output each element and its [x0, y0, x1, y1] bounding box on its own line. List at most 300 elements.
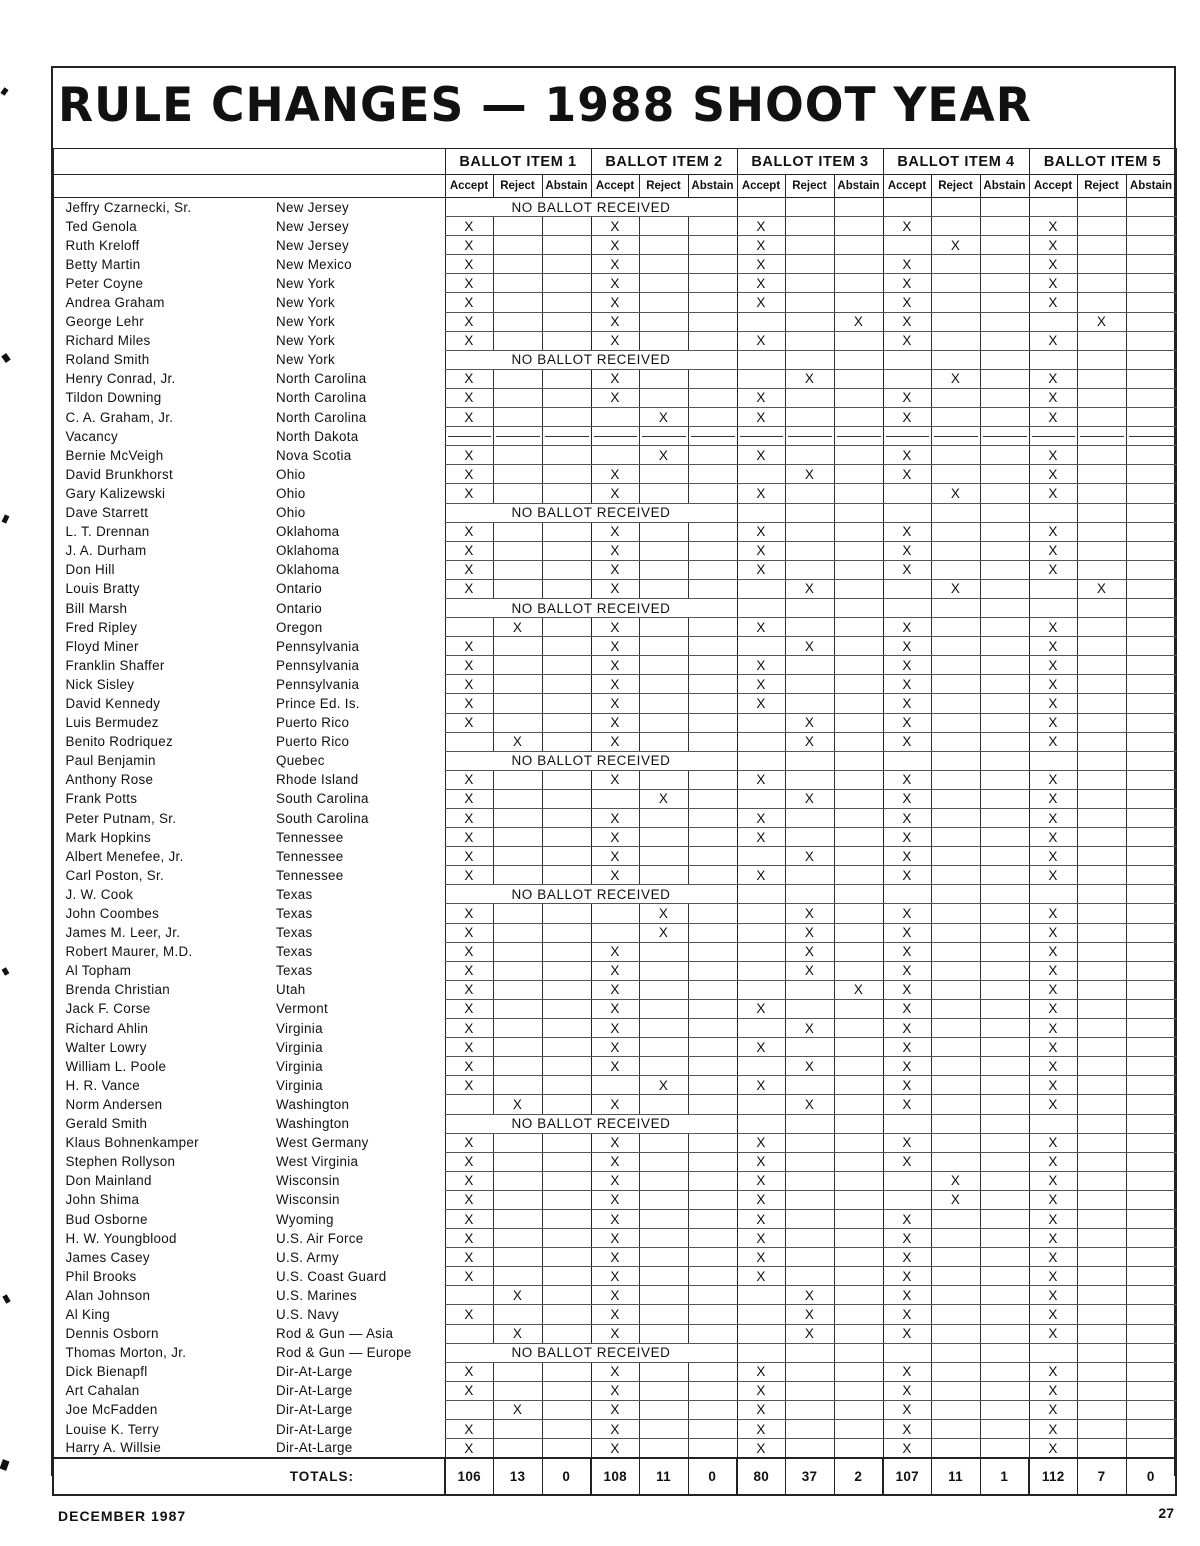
- vote-cell: [931, 694, 980, 713]
- vote-cell: [1077, 1286, 1126, 1305]
- vote-mark: X: [1029, 1400, 1077, 1419]
- vote-cell: [445, 1095, 493, 1114]
- vote-mark: X: [1029, 1190, 1077, 1209]
- vote-cell: [1126, 1343, 1176, 1362]
- vote-cell: [785, 1114, 834, 1133]
- table-row: [53, 885, 1176, 904]
- vote-mark: X: [445, 675, 493, 694]
- vote-cell: [1077, 1076, 1126, 1095]
- vote-cell: [1126, 637, 1176, 656]
- vote-mark: X: [883, 961, 931, 980]
- vote-cell: [1126, 522, 1176, 541]
- vote-mark: X: [493, 1095, 542, 1114]
- vote-cell: [980, 293, 1029, 312]
- vote-cell: [542, 1171, 591, 1190]
- vote-cell: [1077, 1133, 1126, 1152]
- vote-cell: [542, 675, 591, 694]
- vote-cell: [1077, 427, 1126, 446]
- vote-cell: [542, 999, 591, 1018]
- vote-cell: [931, 1381, 980, 1400]
- vote-type-header: Abstain: [542, 175, 591, 198]
- vote-cell: [688, 1095, 737, 1114]
- vote-mark: X: [883, 1381, 931, 1400]
- table-row: [53, 388, 1176, 407]
- vote-mark: X: [445, 541, 493, 560]
- vote-cell: [639, 217, 688, 236]
- vote-cell: [931, 1019, 980, 1038]
- vote-cell: [1126, 942, 1176, 961]
- table-row: [53, 598, 1176, 617]
- vote-cell: [542, 770, 591, 789]
- vote-cell: [542, 1152, 591, 1171]
- vote-cell: [834, 847, 883, 866]
- table-row: [53, 866, 1176, 885]
- vote-cell: [1126, 1038, 1176, 1057]
- vote-cell: [1126, 1324, 1176, 1343]
- vote-cell: [1077, 484, 1126, 503]
- vote-cell: [1126, 675, 1176, 694]
- vote-cell: [1077, 637, 1126, 656]
- vote-cell: [980, 217, 1029, 236]
- vote-cell: [542, 579, 591, 598]
- vote-type-header: Accept: [737, 175, 785, 198]
- vote-cell: [931, 1324, 980, 1343]
- vote-cell: [688, 1420, 737, 1439]
- binder-mark: [0, 1459, 9, 1471]
- vote-mark: X: [591, 541, 639, 560]
- vote-cell: [1077, 1171, 1126, 1190]
- vote-mark: X: [591, 293, 639, 312]
- vote-cell: [688, 675, 737, 694]
- vote-cell: [785, 866, 834, 885]
- member-name: Paul Benjamin: [53, 751, 272, 770]
- vote-cell: [980, 770, 1029, 789]
- vote-cell: [737, 598, 785, 617]
- vote-cell: [1126, 331, 1176, 350]
- vote-mark: X: [1029, 1133, 1077, 1152]
- totals-label: TOTALS:: [53, 1458, 445, 1495]
- vote-mark: X: [1029, 1209, 1077, 1228]
- table-row: [53, 522, 1176, 541]
- member-state: Oklahoma: [276, 524, 340, 540]
- member-state: New Jersey: [276, 237, 349, 253]
- vote-mark: X: [883, 1229, 931, 1248]
- vote-cell: [931, 618, 980, 637]
- member-state: New York: [276, 295, 335, 311]
- vote-cell: [931, 1362, 980, 1381]
- table-row: [53, 1152, 1176, 1171]
- vote-mark: X: [883, 1095, 931, 1114]
- no-ballot-received: NO BALLOT RECEIVED: [445, 198, 737, 217]
- member-name: Bud Osborne: [53, 1209, 272, 1228]
- vote-cell: [493, 999, 542, 1018]
- vote-cell: [542, 713, 591, 732]
- vote-cell: [785, 503, 834, 522]
- vote-mark: X: [639, 1076, 688, 1095]
- vote-cell: [980, 274, 1029, 293]
- vote-mark: X: [445, 369, 493, 388]
- vote-mark: X: [1029, 1038, 1077, 1057]
- vote-cell: [493, 522, 542, 541]
- vote-cell: [542, 408, 591, 427]
- member-name: Klaus Bohnenkamper: [53, 1133, 272, 1152]
- vote-cell: [639, 236, 688, 255]
- vote-mark: X: [931, 1171, 980, 1190]
- vote-mark: X: [1029, 789, 1077, 808]
- vote-cell: [834, 484, 883, 503]
- vote-mark: X: [785, 713, 834, 732]
- page-number: 27: [1158, 1505, 1174, 1521]
- member-name: Fred Ripley: [53, 618, 272, 637]
- vote-cell: [1077, 1248, 1126, 1267]
- vote-cell: [980, 446, 1029, 465]
- table-row: [53, 1343, 1176, 1362]
- member-name: Dick Bienapfl: [53, 1362, 272, 1381]
- vote-cell: [1029, 503, 1077, 522]
- vote-mark: X: [883, 904, 931, 923]
- vote-cell: [493, 1439, 542, 1459]
- vote-mark: X: [445, 1305, 493, 1324]
- vote-mark: X: [445, 694, 493, 713]
- vote-mark: X: [445, 1057, 493, 1076]
- vote-mark: X: [883, 465, 931, 484]
- vote-cell: [1077, 751, 1126, 770]
- member-state: Virginia: [276, 1039, 323, 1055]
- vote-mark: X: [591, 980, 639, 999]
- vote-mark: X: [1029, 694, 1077, 713]
- vote-cell: [639, 388, 688, 407]
- vote-mark: X: [883, 1133, 931, 1152]
- vote-cell: [688, 331, 737, 350]
- vote-cell: [785, 1362, 834, 1381]
- table-row: [53, 980, 1176, 999]
- member-state: Ontario: [276, 600, 323, 616]
- vote-cell: [883, 427, 931, 446]
- vote-cell: [493, 656, 542, 675]
- vote-cell: [785, 1038, 834, 1057]
- vote-cell: [542, 866, 591, 885]
- vote-cell: [542, 1057, 591, 1076]
- table-row: [53, 1439, 1176, 1459]
- vote-cell: [493, 579, 542, 598]
- vote-cell: [785, 751, 834, 770]
- vote-cell: [931, 522, 980, 541]
- vote-mark: X: [445, 1439, 493, 1459]
- vote-cell: [980, 350, 1029, 369]
- vote-cell: [639, 1038, 688, 1057]
- vote-cell: [688, 1019, 737, 1038]
- vote-cell: [834, 217, 883, 236]
- vote-mark: X: [591, 637, 639, 656]
- vote-cell: [493, 446, 542, 465]
- vote-cell: [542, 1038, 591, 1057]
- vote-mark: X: [445, 866, 493, 885]
- vote-mark: X: [1029, 1420, 1077, 1439]
- vote-cell: [493, 923, 542, 942]
- vote-mark: X: [1029, 1076, 1077, 1095]
- vote-cell: [1126, 656, 1176, 675]
- binder-mark: [1, 353, 11, 363]
- vote-cell: [737, 961, 785, 980]
- vote-mark: X: [1029, 217, 1077, 236]
- vote-cell: [980, 541, 1029, 560]
- vote-mark: X: [445, 274, 493, 293]
- member-name: Benito Rodriquez: [53, 732, 272, 751]
- vote-mark: X: [883, 1324, 931, 1343]
- member-state: Nova Scotia: [276, 447, 352, 463]
- vote-cell: [542, 809, 591, 828]
- vote-cell: [1126, 732, 1176, 751]
- vote-cell: [1077, 522, 1126, 541]
- vote-cell: [1126, 980, 1176, 999]
- vote-mark: X: [1029, 942, 1077, 961]
- vote-mark: X: [493, 732, 542, 751]
- vote-cell: [542, 942, 591, 961]
- vote-cell: [542, 1362, 591, 1381]
- vote-mark: X: [445, 465, 493, 484]
- member-state: Washington: [276, 1116, 350, 1132]
- vote-cell: [1077, 369, 1126, 388]
- vote-mark: X: [883, 1267, 931, 1286]
- vote-cell: [542, 293, 591, 312]
- member-name: Jeffry Czarnecki, Sr.: [53, 198, 272, 217]
- vote-mark: X: [883, 770, 931, 789]
- vote-cell: [542, 446, 591, 465]
- member-state: North Carolina: [276, 409, 367, 425]
- vote-cell: [1126, 923, 1176, 942]
- vote-cell: [542, 828, 591, 847]
- vote-cell: [785, 980, 834, 999]
- table-row: [53, 541, 1176, 560]
- vote-mark: X: [1077, 579, 1126, 598]
- vote-cell: [591, 408, 639, 427]
- vote-mark: X: [1029, 1019, 1077, 1038]
- vote-mark: X: [1029, 713, 1077, 732]
- table-row: [53, 732, 1176, 751]
- vote-cell: [639, 656, 688, 675]
- vote-mark: X: [1029, 770, 1077, 789]
- vote-mark: X: [445, 408, 493, 427]
- vote-cell: [1077, 1209, 1126, 1228]
- vote-cell: [931, 637, 980, 656]
- total-value: 112: [1029, 1458, 1077, 1495]
- no-ballot-received: NO BALLOT RECEIVED: [445, 885, 737, 904]
- vote-cell: [1077, 828, 1126, 847]
- vote-cell: [688, 1171, 737, 1190]
- table-row: [53, 809, 1176, 828]
- member-state: Wisconsin: [276, 1192, 340, 1208]
- vote-mark: X: [737, 217, 785, 236]
- vote-mark: X: [445, 999, 493, 1018]
- vote-cell: [737, 751, 785, 770]
- vote-cell: [980, 465, 1029, 484]
- vote-cell: [639, 1400, 688, 1419]
- vote-cell: [834, 751, 883, 770]
- vote-cell: [737, 904, 785, 923]
- vote-cell: [834, 1362, 883, 1381]
- member-name: Don Hill: [53, 560, 272, 579]
- vote-mark: X: [931, 579, 980, 598]
- vote-cell: [785, 1267, 834, 1286]
- vote-cell: [980, 866, 1029, 885]
- vote-cell: [639, 999, 688, 1018]
- vote-mark: X: [737, 388, 785, 407]
- vote-mark: X: [785, 789, 834, 808]
- header-blank: [53, 175, 445, 198]
- vote-cell: [688, 1248, 737, 1267]
- vote-cell: [980, 904, 1029, 923]
- member-name: Bernie McVeigh: [53, 446, 272, 465]
- vote-cell: [1077, 1019, 1126, 1038]
- table-row: [53, 770, 1176, 789]
- vote-cell: [493, 675, 542, 694]
- vote-cell: [834, 1400, 883, 1419]
- vote-cell: [883, 1190, 931, 1209]
- vote-cell: [688, 560, 737, 579]
- vote-cell: [445, 1286, 493, 1305]
- issue-date: DECEMBER 1987: [58, 1508, 187, 1524]
- vote-mark: X: [883, 847, 931, 866]
- vote-cell: [834, 713, 883, 732]
- table-row: [53, 1209, 1176, 1228]
- member-name: David Kennedy: [53, 694, 272, 713]
- member-state: Puerto Rico: [276, 715, 350, 731]
- table-row: [53, 255, 1176, 274]
- vote-cell: [1126, 427, 1176, 446]
- vote-cell: [542, 1229, 591, 1248]
- vote-cell: [493, 828, 542, 847]
- vote-cell: [688, 809, 737, 828]
- vote-mark: X: [737, 866, 785, 885]
- vote-cell: [542, 1286, 591, 1305]
- vote-cell: [639, 1095, 688, 1114]
- vote-cell: [931, 1229, 980, 1248]
- vote-cell: [737, 847, 785, 866]
- member-name: H. R. Vance: [53, 1076, 272, 1095]
- table-row: [53, 1267, 1176, 1286]
- member-name: Gerald Smith: [53, 1114, 272, 1133]
- vote-mark: X: [591, 369, 639, 388]
- vote-cell: [493, 1076, 542, 1095]
- member-name: Walter Lowry: [53, 1038, 272, 1057]
- vote-cell: [931, 904, 980, 923]
- member-name: Stephen Rollyson: [53, 1152, 272, 1171]
- vote-cell: [542, 1381, 591, 1400]
- vote-cell: [1077, 1267, 1126, 1286]
- vote-cell: [785, 885, 834, 904]
- vote-cell: [688, 1286, 737, 1305]
- binder-mark: [2, 514, 10, 523]
- binder-mark: [0, 87, 8, 96]
- vote-cell: [542, 369, 591, 388]
- vote-cell: [542, 656, 591, 675]
- vote-cell: [493, 388, 542, 407]
- page-title: RULE CHANGES — 1988 SHOOT YEAR: [58, 78, 1032, 133]
- vote-mark: X: [1029, 618, 1077, 637]
- vote-cell: [1077, 1229, 1126, 1248]
- vote-cell: [1077, 274, 1126, 293]
- member-state: Dir-At-Large: [276, 1440, 353, 1456]
- vote-mark: X: [1029, 236, 1077, 255]
- vote-cell: [834, 1133, 883, 1152]
- vote-cell: [931, 1343, 980, 1362]
- table-row: [53, 1229, 1176, 1248]
- vote-cell: [834, 503, 883, 522]
- vote-cell: [639, 274, 688, 293]
- vote-cell: [542, 1095, 591, 1114]
- vote-mark: X: [737, 522, 785, 541]
- vote-cell: [542, 541, 591, 560]
- vote-cell: [1077, 198, 1126, 217]
- vote-mark: X: [737, 560, 785, 579]
- vote-cell: [931, 1095, 980, 1114]
- header-blank: [53, 149, 445, 175]
- member-name: Albert Menefee, Jr.: [53, 847, 272, 866]
- vote-cell: [542, 961, 591, 980]
- total-value: 0: [1126, 1458, 1176, 1495]
- vote-mark: X: [1029, 847, 1077, 866]
- vote-cell: [785, 1171, 834, 1190]
- vote-cell: [639, 1190, 688, 1209]
- vote-mark: X: [591, 1152, 639, 1171]
- ballot-item-2-header: BALLOT ITEM 2: [591, 149, 737, 175]
- vote-mark: X: [591, 828, 639, 847]
- vote-cell: [785, 1190, 834, 1209]
- vote-cell: [493, 541, 542, 560]
- vote-cell: [834, 1209, 883, 1228]
- vote-cell: [834, 885, 883, 904]
- vote-cell: [688, 388, 737, 407]
- vote-cell: [785, 694, 834, 713]
- vote-cell: [1126, 198, 1176, 217]
- vote-cell: [834, 350, 883, 369]
- vote-mark: X: [591, 732, 639, 751]
- vote-mark: X: [883, 809, 931, 828]
- member-state: Washington: [276, 1096, 350, 1112]
- vote-cell: [1077, 980, 1126, 999]
- vote-cell: [493, 312, 542, 331]
- vote-cell: [1126, 1439, 1176, 1459]
- vote-cell: [834, 255, 883, 274]
- vote-mark: X: [1029, 1171, 1077, 1190]
- vote-cell: [1126, 388, 1176, 407]
- vote-cell: [542, 847, 591, 866]
- member-state: West Germany: [276, 1135, 369, 1151]
- vote-cell: [1029, 579, 1077, 598]
- vote-mark: X: [883, 560, 931, 579]
- member-state: Prince Ed. Is.: [276, 695, 360, 711]
- vote-mark: X: [1029, 866, 1077, 885]
- vote-cell: [980, 942, 1029, 961]
- vote-cell: [931, 732, 980, 751]
- vote-mark: X: [591, 579, 639, 598]
- vote-cell: [688, 1209, 737, 1228]
- vote-mark: X: [445, 713, 493, 732]
- vote-mark: X: [737, 1381, 785, 1400]
- member-name: David Brunkhorst: [53, 465, 272, 484]
- vote-cell: [931, 1400, 980, 1419]
- member-state: Pennsylvania: [276, 638, 360, 654]
- vote-cell: [980, 560, 1029, 579]
- member-state: Ohio: [276, 466, 306, 482]
- vote-cell: [980, 408, 1029, 427]
- vote-cell: [688, 1133, 737, 1152]
- member-state: Rod & Gun — Asia: [276, 1326, 394, 1342]
- vote-cell: [1077, 255, 1126, 274]
- vote-cell: [1126, 598, 1176, 617]
- vote-cell: [542, 484, 591, 503]
- totals-row: [53, 1458, 1176, 1495]
